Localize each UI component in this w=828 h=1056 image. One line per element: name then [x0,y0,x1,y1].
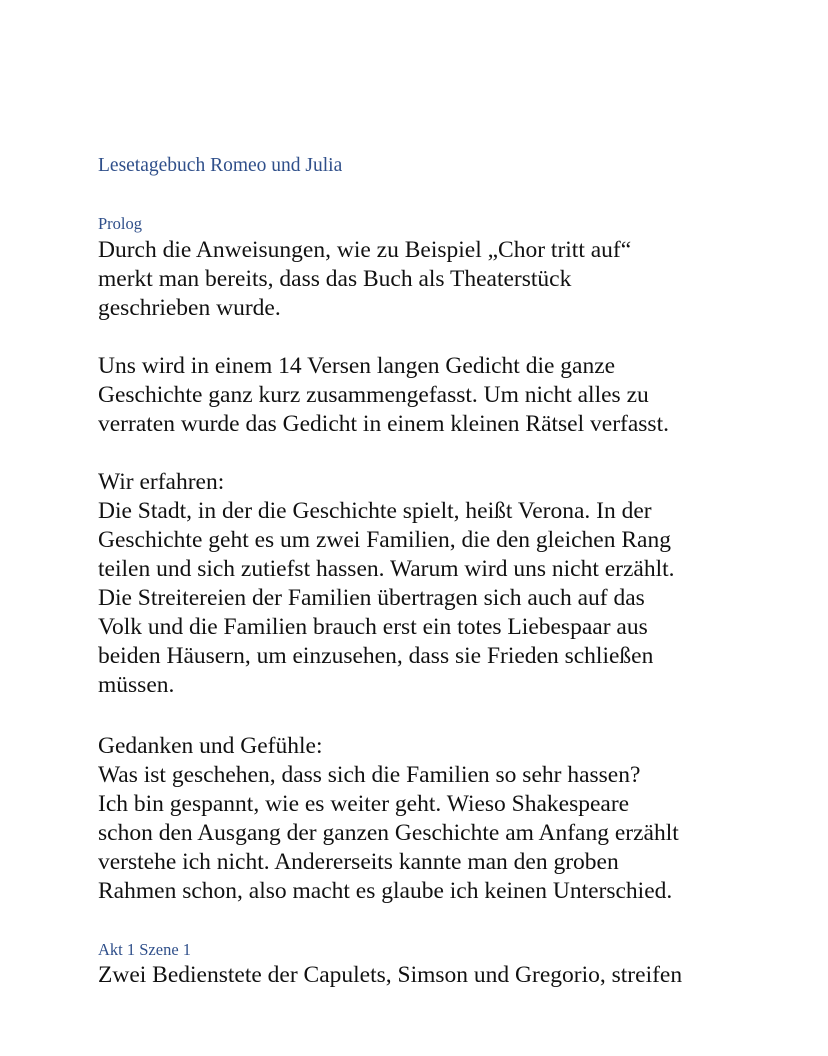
paragraph-intro [98,236,798,323]
document-title: Lesetagebuch Romeo und Julia [98,155,343,176]
paragraph-akt-1 [98,961,798,990]
paragraph-summary [98,352,798,439]
text-line: Uns wird in einem 14 Versen langen Gedicht die ganze [98,353,616,379]
text-line: Die Stadt, in der die Geschichte spielt, heißt Verona. In der [98,498,652,524]
text-line: Rahmen schon, also macht es glaube ich keinen Unterschied. [98,878,673,904]
paragraph-wir-erfahren [98,468,798,700]
text-line: Durch die Anweisungen, wie zu Beispiel „Chor tritt auf“ [98,237,632,263]
text-line: Volk und die Familien brauch erst ein totes Liebespaar aus [98,614,648,640]
section-heading-prolog: Prolog [98,214,143,233]
text-line: verstehe ich nicht. Andererseits kannte man den groben [98,849,619,875]
text-line: Wir erfahren: [98,469,225,495]
text-line: Was ist geschehen, dass sich die Familien so sehr hassen? [98,762,641,788]
text-line: verraten wurde das Gedicht in einem kleinen Rätsel verfasst. [98,411,669,437]
text-line: Geschichte ganz kurz zusammengefasst. Um nicht alles zu [98,382,649,408]
text-line: teilen und sich zutiefst hassen. Warum wird uns nicht erzählt. [98,556,675,582]
text-line: Zwei Bedienstete der Capulets, Simson und Gregorio, streifen [98,962,683,988]
text-line: Die Streitereien der Familien übertragen sich auch auf das [98,585,645,611]
text-line: geschrieben wurde. [98,295,281,321]
text-line: Geschichte geht es um zwei Familien, die den gleichen Rang [98,527,671,553]
text-line: beiden Häusern, um einzusehen, dass sie Frieden schließen [98,643,654,669]
text-line: Ich bin gespannt, wie es weiter geht. Wieso Shakespeare [98,791,630,817]
text-line: Gedanken und Gefühle: [98,733,323,759]
paragraph-gedanken [98,732,798,906]
section-heading-akt-1-szene-1: Akt 1 Szene 1 [98,940,192,959]
text-line: schon den Ausgang der ganzen Geschichte am Anfang erzählt [98,820,679,846]
text-line: merkt man bereits, dass das Buch als Theaterstück [98,266,572,292]
text-line: müssen. [98,672,175,698]
